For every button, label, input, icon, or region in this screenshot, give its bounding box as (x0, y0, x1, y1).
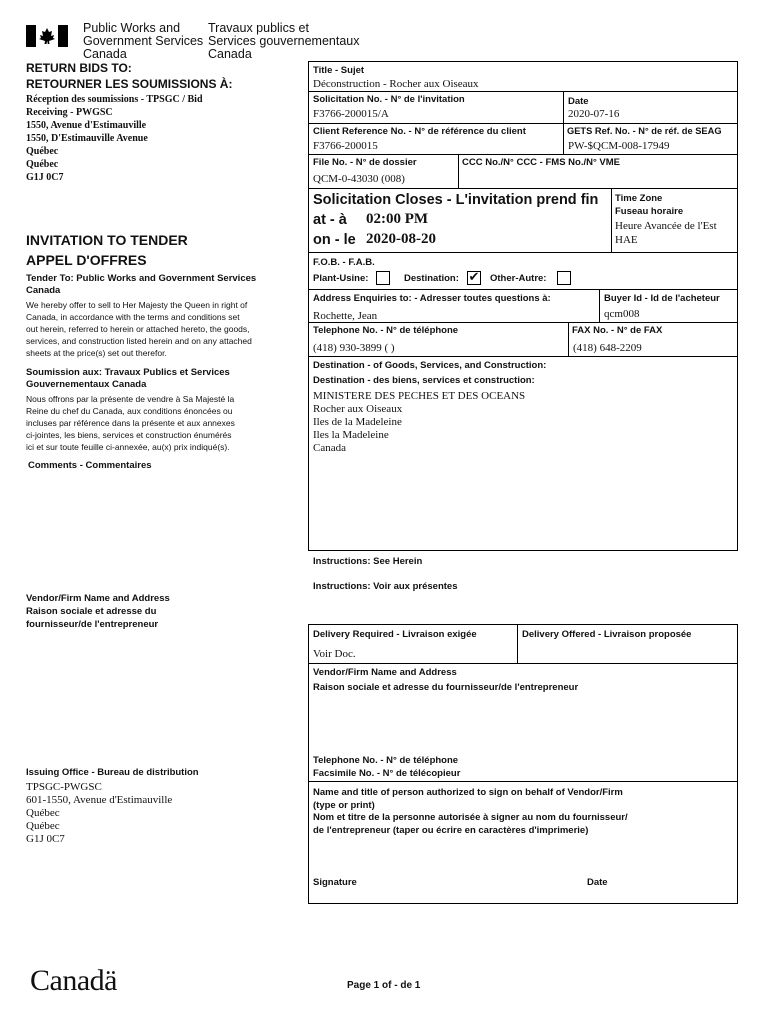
label-line: Raison sociale et adresse du (26, 606, 157, 617)
label-line: Nom et titre de la personne autorisée à signer au nom du fournisseur/ (313, 812, 628, 823)
destination-goods-label-fr: Destination - des biens, services et construction: (313, 375, 535, 386)
address-line: G1J 0C7 (26, 833, 65, 845)
address-line: Québec (26, 146, 59, 157)
address-line: Receiving - PWGSC (26, 107, 113, 118)
text-line: sheets at the price(s) set out therefor. (26, 348, 167, 358)
signature-label: Signature (313, 877, 357, 888)
org-fr-line: Services gouvernementaux (208, 34, 360, 48)
label-line: Name and title of person authorized to sign on behalf of Vendor/Firm (313, 787, 623, 798)
instructions-en: Instructions: See Herein (313, 556, 423, 567)
text-line: Canada, in accordance with the terms and conditions set (26, 312, 240, 322)
other-checkbox[interactable] (557, 271, 571, 285)
invitation-title-en: INVITATION TO TENDER (26, 232, 188, 248)
address-line: Québec (26, 820, 60, 832)
file-value: QCM-0-43030 (008) (313, 173, 405, 185)
solicitation-value: F3766-200015/A (313, 108, 389, 120)
invitation-title-fr: APPEL D'OFFRES (26, 252, 147, 268)
destination-goods-label-en: Destination - of Goods, Services, and Construction: (313, 360, 547, 371)
return-bids-title-fr: RETOURNER LES SOUMISSIONS À: (26, 77, 233, 91)
vendor-telephone-label: Telephone No. - N° de téléphone (313, 755, 459, 766)
text-line: out herein, referred to herein or attached hereto, the goods, (26, 324, 250, 334)
label-line: (type or print) (313, 799, 375, 811)
address-line: Iles de la Madeleine (313, 416, 402, 428)
address-enquiries-label: Address Enquiries to: - Adresser toutes questions à: (313, 293, 551, 304)
fob-label: F.O.B. - F.A.B. (313, 257, 375, 268)
address-enquiries-value: Rochette, Jean (313, 310, 378, 322)
label-line: fournisseur/de l'entrepreneur (26, 619, 159, 630)
address-line: MINISTERE DES PECHES ET DES OCEANS (313, 390, 526, 402)
address-line: G1J 0C7 (26, 172, 64, 183)
comments-label: Comments - Commentaires (28, 460, 152, 471)
text-line: ci-jointes, les biens, services et construction énumérés (26, 430, 232, 440)
on-value: 2020-08-20 (366, 231, 436, 247)
address-line: Iles la Madeleine (313, 429, 389, 441)
text-line: services, and construction listed herein and on any attached (26, 336, 252, 346)
ccc-label: CCC No./N° CCC - FMS No./N° VME (462, 157, 621, 168)
fax-label: FAX No. - N° de FAX (572, 325, 663, 336)
address-line: Canada (313, 442, 346, 454)
org-name-en (83, 22, 203, 61)
issuing-office-label: Issuing Office - Bureau de distribution (26, 767, 199, 778)
plant-label: Plant-Usine: (313, 273, 369, 284)
issuing-office-address (26, 781, 172, 846)
org-fr-line: Canada (208, 47, 252, 61)
soumission-text (26, 393, 296, 453)
address-line: Rocher aux Oiseaux (313, 403, 403, 415)
instructions-fr: Instructions: Voir aux présentes (313, 581, 458, 592)
text-line: incluses par référence dans la présente et aux annexes (26, 418, 235, 428)
tender-to-text (26, 299, 296, 359)
vendor-left-label (26, 592, 170, 631)
vendor-name-field[interactable] (312, 696, 734, 752)
on-label: on - le (313, 232, 356, 248)
telephone-value: (418) 930-3899 ( ) (313, 342, 395, 354)
vendor-address-label: Raison sociale et adresse du fournisseur/de l'entrepreneur (313, 682, 579, 693)
title-label: Title - Sujet (313, 65, 365, 76)
return-bids-title-en: RETURN BIDS TO: (26, 61, 132, 75)
address-line: Réception des soumissions - TPSGC / Bid (26, 94, 203, 105)
return-bids-address (26, 93, 203, 184)
text-line: ici et sur toute feuille ci-annexée, au(x) prix indiqué(s). (26, 442, 230, 452)
tz-value-line2: HAE (615, 234, 638, 246)
label-line: de l'entrepreneur (taper ou écrire en caractères d'imprimerie) (313, 824, 589, 836)
text-line: Nous offrons par la présente de vendre à Sa Majesté la (26, 394, 235, 404)
text-line: Reine du chef du Canada, aux conditions énoncées ou (26, 406, 233, 416)
closes-title: Solicitation Closes - L'invitation prend fin (313, 192, 599, 208)
gets-label: GETS Ref. No. - N° de réf. de SEAG (567, 126, 722, 136)
soumission-label: Soumission aux: Travaux Publics et Services Gouvernementaux Canada (26, 367, 230, 390)
tz-label-fr: Fuseau horaire (615, 206, 684, 217)
org-name-fr (208, 22, 359, 61)
authorized-person-label (313, 787, 628, 837)
authorized-person-field[interactable] (312, 844, 734, 872)
address-line: 601-1550, Avenue d'Estimauville (26, 794, 173, 806)
canada-flag-logo (26, 25, 68, 47)
other-label: Other-Autre: (490, 273, 547, 284)
fax-value: (418) 648-2209 (573, 342, 642, 354)
buyer-id-value: qcm008 (604, 308, 640, 320)
destination-label: Destination: (404, 273, 459, 284)
gets-value: PW-$QCM-008-17949 (568, 140, 670, 152)
address-line: 1550, Avenue d'Estimauville (26, 120, 147, 131)
org-en-line: Public Works and (83, 21, 181, 35)
title-value: Déconstruction - Rocher aux Oiseaux (313, 78, 479, 90)
solicitation-label: Solicitation No. - N° de l'invitation (313, 94, 465, 105)
org-en-line: Canada (83, 47, 127, 61)
delivery-required-value: Voir Doc. (313, 648, 356, 660)
delivery-required-label: Delivery Required - Livraison exigée (313, 629, 477, 640)
tz-value-line1: Heure Avancée de l'Est (615, 220, 717, 232)
tender-to-label: Tender To: Public Works and Government Services Canada (26, 273, 257, 296)
address-line: TPSGC-PWGSC (26, 781, 102, 793)
address-line: 1550, D'Estimauville Avenue (26, 133, 148, 144)
tz-label-en: Time Zone (615, 193, 663, 204)
text-line: We hereby offer to sell to Her Majesty the Queen in right of (26, 300, 248, 310)
client-ref-label: Client Reference No. - N° de référence du client (313, 126, 526, 137)
at-label: at - à (313, 212, 347, 228)
at-value: 02:00 PM (366, 211, 429, 227)
buyer-id-label: Buyer Id - Id de l'acheteur (604, 293, 720, 304)
label-line: Vendor/Firm Name and Address (26, 593, 170, 604)
address-line: Québec (26, 807, 60, 819)
delivery-offered-label: Delivery Offered - Livraison proposée (522, 629, 692, 640)
org-fr-line: Travaux publics et (208, 21, 309, 35)
vendor-name-label: Vendor/Firm Name and Address (313, 667, 457, 678)
canada-wordmark: Canadä (30, 964, 117, 997)
date-value: 2020-07-16 (568, 108, 620, 120)
client-ref-value: F3766-200015 (313, 140, 378, 152)
page-number: Page 1 of - de 1 (347, 980, 421, 991)
signature-date-label: Date (587, 877, 608, 888)
address-line: Québec (26, 159, 59, 170)
destination-goods-address (313, 390, 525, 455)
date-label: Date (568, 96, 589, 107)
org-en-line: Government Services (83, 34, 204, 48)
vendor-fax-label: Facsimile No. - N° de télécopieur (313, 768, 461, 779)
telephone-label: Telephone No. - N° de téléphone (313, 325, 459, 336)
plant-checkbox[interactable] (376, 271, 390, 285)
file-label: File No. - N° de dossier (313, 157, 417, 168)
destination-checkbox[interactable]: ✔ (468, 270, 480, 285)
